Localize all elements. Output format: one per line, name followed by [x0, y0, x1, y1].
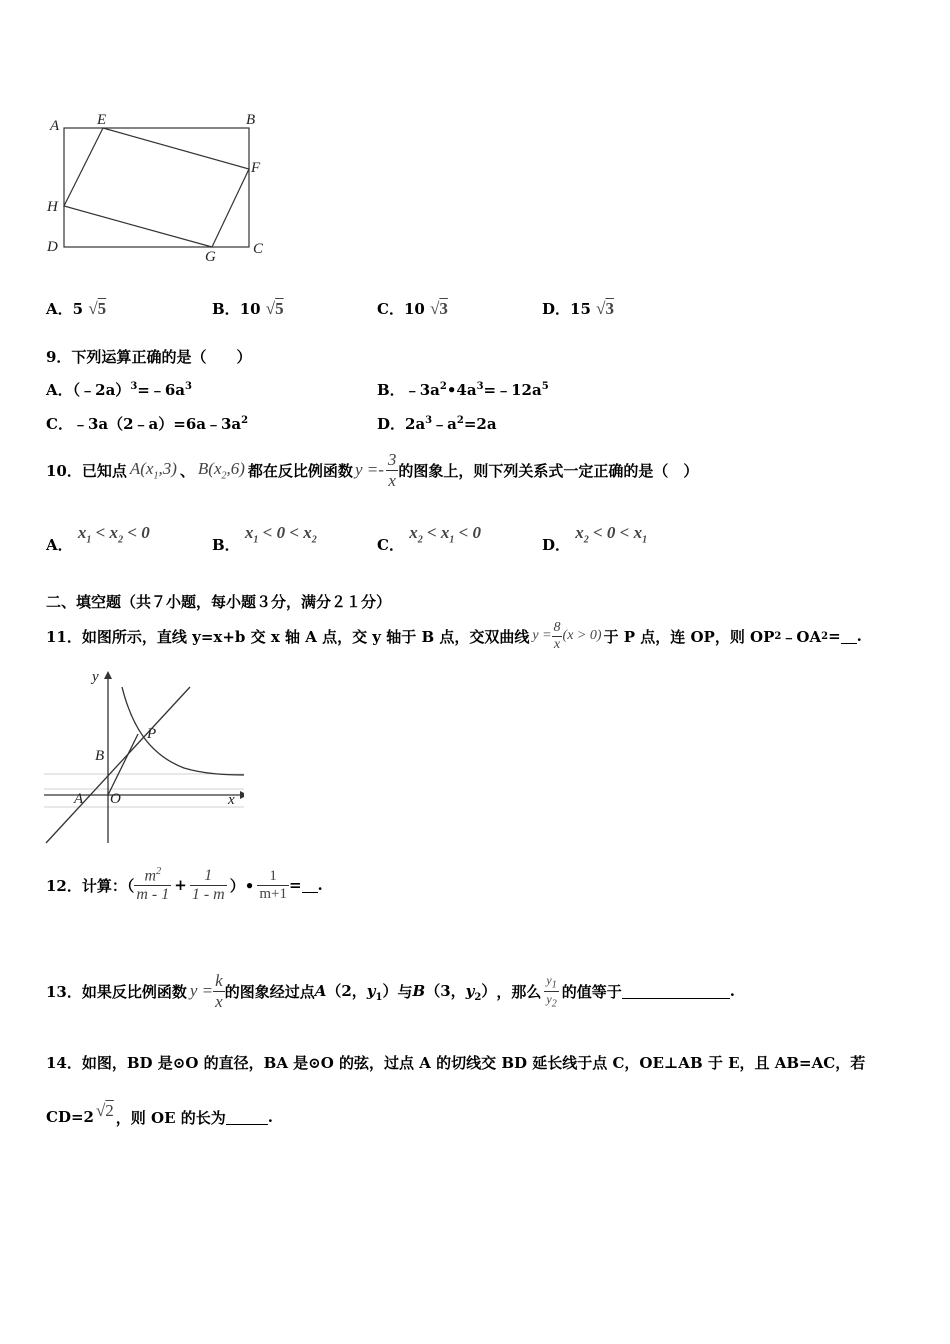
- label-b: B: [95, 748, 105, 764]
- q8-option-b[interactable]: B．10 √5: [212, 299, 284, 318]
- label-o: O: [110, 791, 121, 807]
- label-c: C: [253, 241, 264, 257]
- q11-graph: [44, 667, 244, 845]
- y-axis-arrow-icon: [104, 671, 112, 679]
- q11-stem: 11．如图所示，直线 y=x+b 交 x 轴 A 点，交 y 轴于 B 点，交双曲线 y = $\frac{8}{x}$ (x > 0) 于 P 点，连 OP，则 OP 2 ﹣OA 2 = .: [46, 619, 862, 652]
- func-fraction: $\frac{k}{x}$: [215, 970, 223, 1011]
- fraction-3: $\frac{1}{m+1}$: [259, 867, 287, 902]
- q9-option-a[interactable]: A．$(﹣2a)^3=﹣6a^3$: [46, 381, 192, 399]
- q8-option-d[interactable]: D．15 √3: [542, 299, 614, 318]
- sqrt-icon: √3: [430, 299, 448, 318]
- label-f: F: [251, 160, 261, 176]
- label-x: x: [228, 792, 235, 808]
- line-y-x-b: [46, 687, 190, 843]
- answer-blank[interactable]: [226, 1110, 268, 1125]
- point-a-expr: $A(x_1,3)$: [129, 458, 177, 482]
- q10-option-a[interactable]: A． $x_1 < x_2 < 0$: [46, 523, 150, 554]
- answer-blank[interactable]: [841, 629, 857, 644]
- func-lhs: y =-: [354, 460, 384, 479]
- q10-option-b[interactable]: B． $x_1 < 0 < x_2$: [212, 523, 317, 554]
- label-d: D: [47, 239, 58, 255]
- q9-stem: 9．下列运算正确的是（ ）: [46, 348, 252, 366]
- q8-option-a[interactable]: A．5 √5: [46, 299, 107, 318]
- label-p: P: [147, 726, 157, 742]
- answer-blank[interactable]: [302, 878, 318, 893]
- curve-fraction: $\frac{8}{x}$: [553, 619, 561, 652]
- q12-stem: 12．计算：（ $\frac{m^2}{m - 1}$ + $\frac{1}{1 - m}$ ）• $\frac{1}{m+1}$ = .: [46, 865, 323, 904]
- q10-stem: 10．已知点 $A(x_1,3)$ 、 $B(x_2,6)$ 都在反比例函数 y =- $\frac{3}{x}$ 的图象上，则下列关系式一定正确的是（ ）: [46, 449, 699, 490]
- hyperbola-curve: [122, 687, 244, 775]
- answer-blank[interactable]: [622, 984, 730, 999]
- q9-option-c[interactable]: C．$﹣3a(2﹣a)=6a﹣3a^2$: [46, 415, 249, 433]
- label-e: E: [97, 112, 107, 128]
- sqrt-icon: √5: [88, 299, 107, 318]
- label-y: y: [92, 669, 99, 685]
- parallelogram-efgh: [64, 128, 249, 247]
- sqrt-icon: √5: [265, 299, 284, 318]
- q8-option-c[interactable]: C．10 √3: [377, 299, 448, 318]
- point-b-expr: $B(x_2,6)$: [197, 458, 245, 482]
- label-b: B: [246, 112, 256, 128]
- label-a: A: [74, 791, 84, 807]
- fraction-2: $\frac{1}{1 - m}$: [191, 866, 225, 903]
- ratio-fraction: $\frac{y_1}{y_2}$: [546, 973, 557, 1009]
- label-h: H: [47, 199, 58, 215]
- q10-option-c[interactable]: C． $x_2 < x_1 < 0$: [377, 523, 482, 554]
- sqrt-icon: √2: [95, 1101, 114, 1120]
- label-a: A: [50, 118, 60, 134]
- segment-op: [108, 734, 138, 795]
- sqrt-icon: √3: [596, 299, 614, 318]
- q8-figure: [40, 108, 280, 268]
- q14-line-1: 14．如图，BD 是⊙O 的直径，BA 是⊙O 的弦，过点 A 的切线交 BD 延长线于点 C，OE⊥AB 于 E，且 AB=AC，若: [46, 1054, 866, 1072]
- q10-option-d[interactable]: D． $x_2 < 0 < x_1$: [542, 523, 648, 554]
- rectangle-abcd: [64, 128, 249, 247]
- q13-stem: 13．如果反比例函数 y = $\frac{k}{x}$ 的图象经过点 A（2，$y_1$） 与 B（3，$y_2$） ，那么 $\frac{y_1}{y_2}$ 的值等于 .: [46, 970, 735, 1011]
- section-2-heading: 二、填空题（共７小题，每小题３分，满分２１分）: [46, 593, 392, 611]
- q9-option-d[interactable]: D．$2a^3﹣a^2=2a$: [377, 415, 497, 433]
- label-g: G: [205, 249, 216, 265]
- q14-line-2: CD=2 √2 ，则 OE 的长为 .: [46, 1101, 273, 1127]
- x-axis-arrow-icon: [240, 791, 244, 799]
- fraction-1: $\frac{m^2}{m - 1}$: [136, 865, 170, 904]
- q9-option-b[interactable]: B．$﹣3a^2•4a^3=﹣12a^5$: [377, 381, 549, 399]
- func-fraction: $\frac{3}{x}$: [387, 449, 397, 490]
